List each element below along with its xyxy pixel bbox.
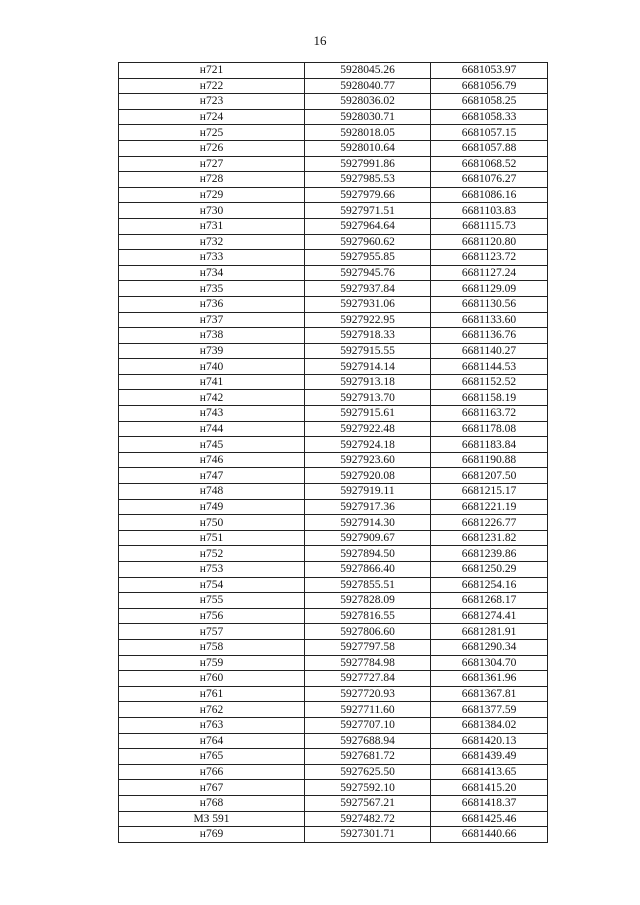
table-row [119,577,548,593]
table-row [119,764,548,780]
y-coordinate-cell: 6681290.34 [431,639,548,655]
y-coordinate-cell: 6681231.82 [431,530,548,546]
table-row [119,530,548,546]
y-coordinate-cell: 6681377.59 [431,702,548,718]
x-coordinate-cell: 5928018.05 [305,125,431,141]
y-coordinate-cell: 6681068.52 [431,156,548,172]
table-row [119,250,548,266]
y-coordinate-cell: 6681215.17 [431,484,548,500]
point-id-cell: н721 [119,63,305,79]
x-coordinate-cell: 5927920.08 [305,468,431,484]
table-row [119,265,548,281]
y-coordinate-cell: 6681053.97 [431,63,548,79]
point-id-cell: н762 [119,702,305,718]
y-coordinate-cell: 6681281.91 [431,624,548,640]
x-coordinate-cell: 5928010.64 [305,140,431,156]
point-id-cell: н730 [119,203,305,219]
point-id-cell: н729 [119,187,305,203]
table-row [119,562,548,578]
y-coordinate-cell: 6681268.17 [431,593,548,609]
point-id-cell: н726 [119,140,305,156]
y-coordinate-cell: 6681076.27 [431,172,548,188]
x-coordinate-cell: 5927720.93 [305,686,431,702]
table-row [119,452,548,468]
x-coordinate-cell: 5927797.58 [305,639,431,655]
point-id-cell: н723 [119,94,305,110]
point-id-cell: н760 [119,671,305,687]
y-coordinate-cell: 6681058.33 [431,109,548,125]
point-id-cell: н756 [119,608,305,624]
point-id-cell: н744 [119,421,305,437]
y-coordinate-cell: 6681123.72 [431,250,548,266]
point-id-cell: н743 [119,406,305,422]
table-row [119,624,548,640]
table-row [119,359,548,375]
x-coordinate-cell: 5927922.48 [305,421,431,437]
x-coordinate-cell: 5927592.10 [305,780,431,796]
y-coordinate-cell: 6681439.49 [431,749,548,765]
point-id-cell: н739 [119,343,305,359]
y-coordinate-cell: 6681367.81 [431,686,548,702]
table-row [119,390,548,406]
y-coordinate-cell: 6681250.29 [431,562,548,578]
y-coordinate-cell: 6681057.88 [431,140,548,156]
x-coordinate-cell: 5927855.51 [305,577,431,593]
y-coordinate-cell: 6681130.56 [431,296,548,312]
y-coordinate-cell: 6681056.79 [431,78,548,94]
x-coordinate-cell: 5927894.50 [305,546,431,562]
point-id-cell: н749 [119,499,305,515]
x-coordinate-cell: 5927923.60 [305,452,431,468]
y-coordinate-cell: 6681183.84 [431,437,548,453]
x-coordinate-cell: 5927979.66 [305,187,431,203]
x-coordinate-cell: 5927915.55 [305,343,431,359]
y-coordinate-cell: 6681152.52 [431,374,548,390]
x-coordinate-cell: 5927924.18 [305,437,431,453]
point-id-cell: н766 [119,764,305,780]
point-id-cell: н733 [119,250,305,266]
y-coordinate-cell: 6681254.16 [431,577,548,593]
x-coordinate-cell: 5928030.71 [305,109,431,125]
table-row [119,733,548,749]
table-row [119,374,548,390]
table-row [119,484,548,500]
table-row [119,109,548,125]
y-coordinate-cell: 6681115.73 [431,218,548,234]
point-id-cell: н731 [119,218,305,234]
x-coordinate-cell: 5927711.60 [305,702,431,718]
table-row [119,63,548,79]
table-row [119,717,548,733]
point-id-cell: н752 [119,546,305,562]
x-coordinate-cell: 5927567.21 [305,795,431,811]
coordinates-table [118,62,548,843]
point-id-cell: н724 [119,109,305,125]
y-coordinate-cell: 6681178.08 [431,421,548,437]
x-coordinate-cell: 5927914.30 [305,515,431,531]
table-row [119,156,548,172]
coordinates-table-body [119,63,548,843]
x-coordinate-cell: 5927707.10 [305,717,431,733]
point-id-cell: н741 [119,374,305,390]
table-row [119,406,548,422]
point-id-cell: н742 [119,390,305,406]
x-coordinate-cell: 5927482.72 [305,811,431,827]
point-id-cell: н732 [119,234,305,250]
table-row [119,671,548,687]
y-coordinate-cell: 6681274.41 [431,608,548,624]
y-coordinate-cell: 6681190.88 [431,452,548,468]
y-coordinate-cell: 6681133.60 [431,312,548,328]
point-id-cell: н763 [119,717,305,733]
point-id-cell: н753 [119,562,305,578]
point-id-cell: н751 [119,530,305,546]
x-coordinate-cell: 5927964.64 [305,218,431,234]
table-row [119,780,548,796]
point-id-cell: н759 [119,655,305,671]
point-id-cell: н750 [119,515,305,531]
point-id-cell: н757 [119,624,305,640]
point-id-cell: н769 [119,827,305,843]
table-row [119,78,548,94]
point-id-cell: н765 [119,749,305,765]
y-coordinate-cell: 6681120.80 [431,234,548,250]
point-id-cell: н758 [119,639,305,655]
point-id-cell: н734 [119,265,305,281]
table-row [119,795,548,811]
y-coordinate-cell: 6681226.77 [431,515,548,531]
table-row [119,296,548,312]
table-row [119,421,548,437]
y-coordinate-cell: 6681413.65 [431,764,548,780]
y-coordinate-cell: 6681144.53 [431,359,548,375]
point-id-cell: н728 [119,172,305,188]
x-coordinate-cell: 5927960.62 [305,234,431,250]
x-coordinate-cell: 5927945.76 [305,265,431,281]
point-id-cell: н738 [119,328,305,344]
y-coordinate-cell: 6681221.19 [431,499,548,515]
table-row [119,125,548,141]
x-coordinate-cell: 5927806.60 [305,624,431,640]
x-coordinate-cell: 5927919.11 [305,484,431,500]
table-row [119,749,548,765]
point-id-cell: н746 [119,452,305,468]
y-coordinate-cell: 6681207.50 [431,468,548,484]
y-coordinate-cell: 6681136.76 [431,328,548,344]
y-coordinate-cell: 6681086.16 [431,187,548,203]
point-id-cell: МЗ 591 [119,811,305,827]
y-coordinate-cell: 6681304.70 [431,655,548,671]
point-id-cell: н727 [119,156,305,172]
x-coordinate-cell: 5927828.09 [305,593,431,609]
point-id-cell: н754 [119,577,305,593]
table-row [119,187,548,203]
x-coordinate-cell: 5927727.84 [305,671,431,687]
y-coordinate-cell: 6681425.46 [431,811,548,827]
table-row [119,686,548,702]
x-coordinate-cell: 5927816.55 [305,608,431,624]
point-id-cell: н740 [119,359,305,375]
x-coordinate-cell: 5927931.06 [305,296,431,312]
page-number: 16 [313,33,327,48]
x-coordinate-cell: 5928036.02 [305,94,431,110]
x-coordinate-cell: 5927909.67 [305,530,431,546]
y-coordinate-cell: 6681415.20 [431,780,548,796]
y-coordinate-cell: 6681420.13 [431,733,548,749]
table-row [119,140,548,156]
x-coordinate-cell: 5927681.72 [305,749,431,765]
table-row [119,827,548,843]
table-row [119,218,548,234]
table-row [119,328,548,344]
table-row [119,94,548,110]
x-coordinate-cell: 5927922.95 [305,312,431,328]
y-coordinate-cell: 6681163.72 [431,406,548,422]
x-coordinate-cell: 5927688.94 [305,733,431,749]
x-coordinate-cell: 5927985.53 [305,172,431,188]
table-row [119,655,548,671]
table-row [119,437,548,453]
x-coordinate-cell: 5927971.51 [305,203,431,219]
table-row [119,639,548,655]
x-coordinate-cell: 5927301.71 [305,827,431,843]
table-row [119,811,548,827]
y-coordinate-cell: 6681103.83 [431,203,548,219]
y-coordinate-cell: 6681418.37 [431,795,548,811]
y-coordinate-cell: 6681440.66 [431,827,548,843]
point-id-cell: н764 [119,733,305,749]
x-coordinate-cell: 5927866.40 [305,562,431,578]
table-row [119,608,548,624]
point-id-cell: н735 [119,281,305,297]
table-row [119,172,548,188]
x-coordinate-cell: 5927625.50 [305,764,431,780]
x-coordinate-cell: 5927913.18 [305,374,431,390]
point-id-cell: н747 [119,468,305,484]
point-id-cell: н725 [119,125,305,141]
x-coordinate-cell: 5927918.33 [305,328,431,344]
point-id-cell: н736 [119,296,305,312]
point-id-cell: н761 [119,686,305,702]
table-row [119,468,548,484]
x-coordinate-cell: 5927914.14 [305,359,431,375]
table-row [119,593,548,609]
y-coordinate-cell: 6681361.96 [431,671,548,687]
y-coordinate-cell: 6681384.02 [431,717,548,733]
table-row [119,281,548,297]
point-id-cell: н737 [119,312,305,328]
table-row [119,499,548,515]
table-row [119,343,548,359]
y-coordinate-cell: 6681127.24 [431,265,548,281]
point-id-cell: н722 [119,78,305,94]
point-id-cell: н755 [119,593,305,609]
table-row [119,702,548,718]
x-coordinate-cell: 5927937.84 [305,281,431,297]
y-coordinate-cell: 6681058.25 [431,94,548,110]
point-id-cell: н768 [119,795,305,811]
y-coordinate-cell: 6681158.19 [431,390,548,406]
table-row [119,203,548,219]
x-coordinate-cell: 5928040.77 [305,78,431,94]
y-coordinate-cell: 6681057.15 [431,125,548,141]
x-coordinate-cell: 5927955.85 [305,250,431,266]
table-row [119,234,548,250]
table-row [119,515,548,531]
x-coordinate-cell: 5927913.70 [305,390,431,406]
x-coordinate-cell: 5928045.26 [305,63,431,79]
table-row [119,312,548,328]
x-coordinate-cell: 5927915.61 [305,406,431,422]
table-row [119,546,548,562]
point-id-cell: н745 [119,437,305,453]
y-coordinate-cell: 6681140.27 [431,343,548,359]
y-coordinate-cell: 6681129.09 [431,281,548,297]
y-coordinate-cell: 6681239.86 [431,546,548,562]
point-id-cell: н748 [119,484,305,500]
x-coordinate-cell: 5927784.98 [305,655,431,671]
x-coordinate-cell: 5927917.36 [305,499,431,515]
x-coordinate-cell: 5927991.86 [305,156,431,172]
point-id-cell: н767 [119,780,305,796]
